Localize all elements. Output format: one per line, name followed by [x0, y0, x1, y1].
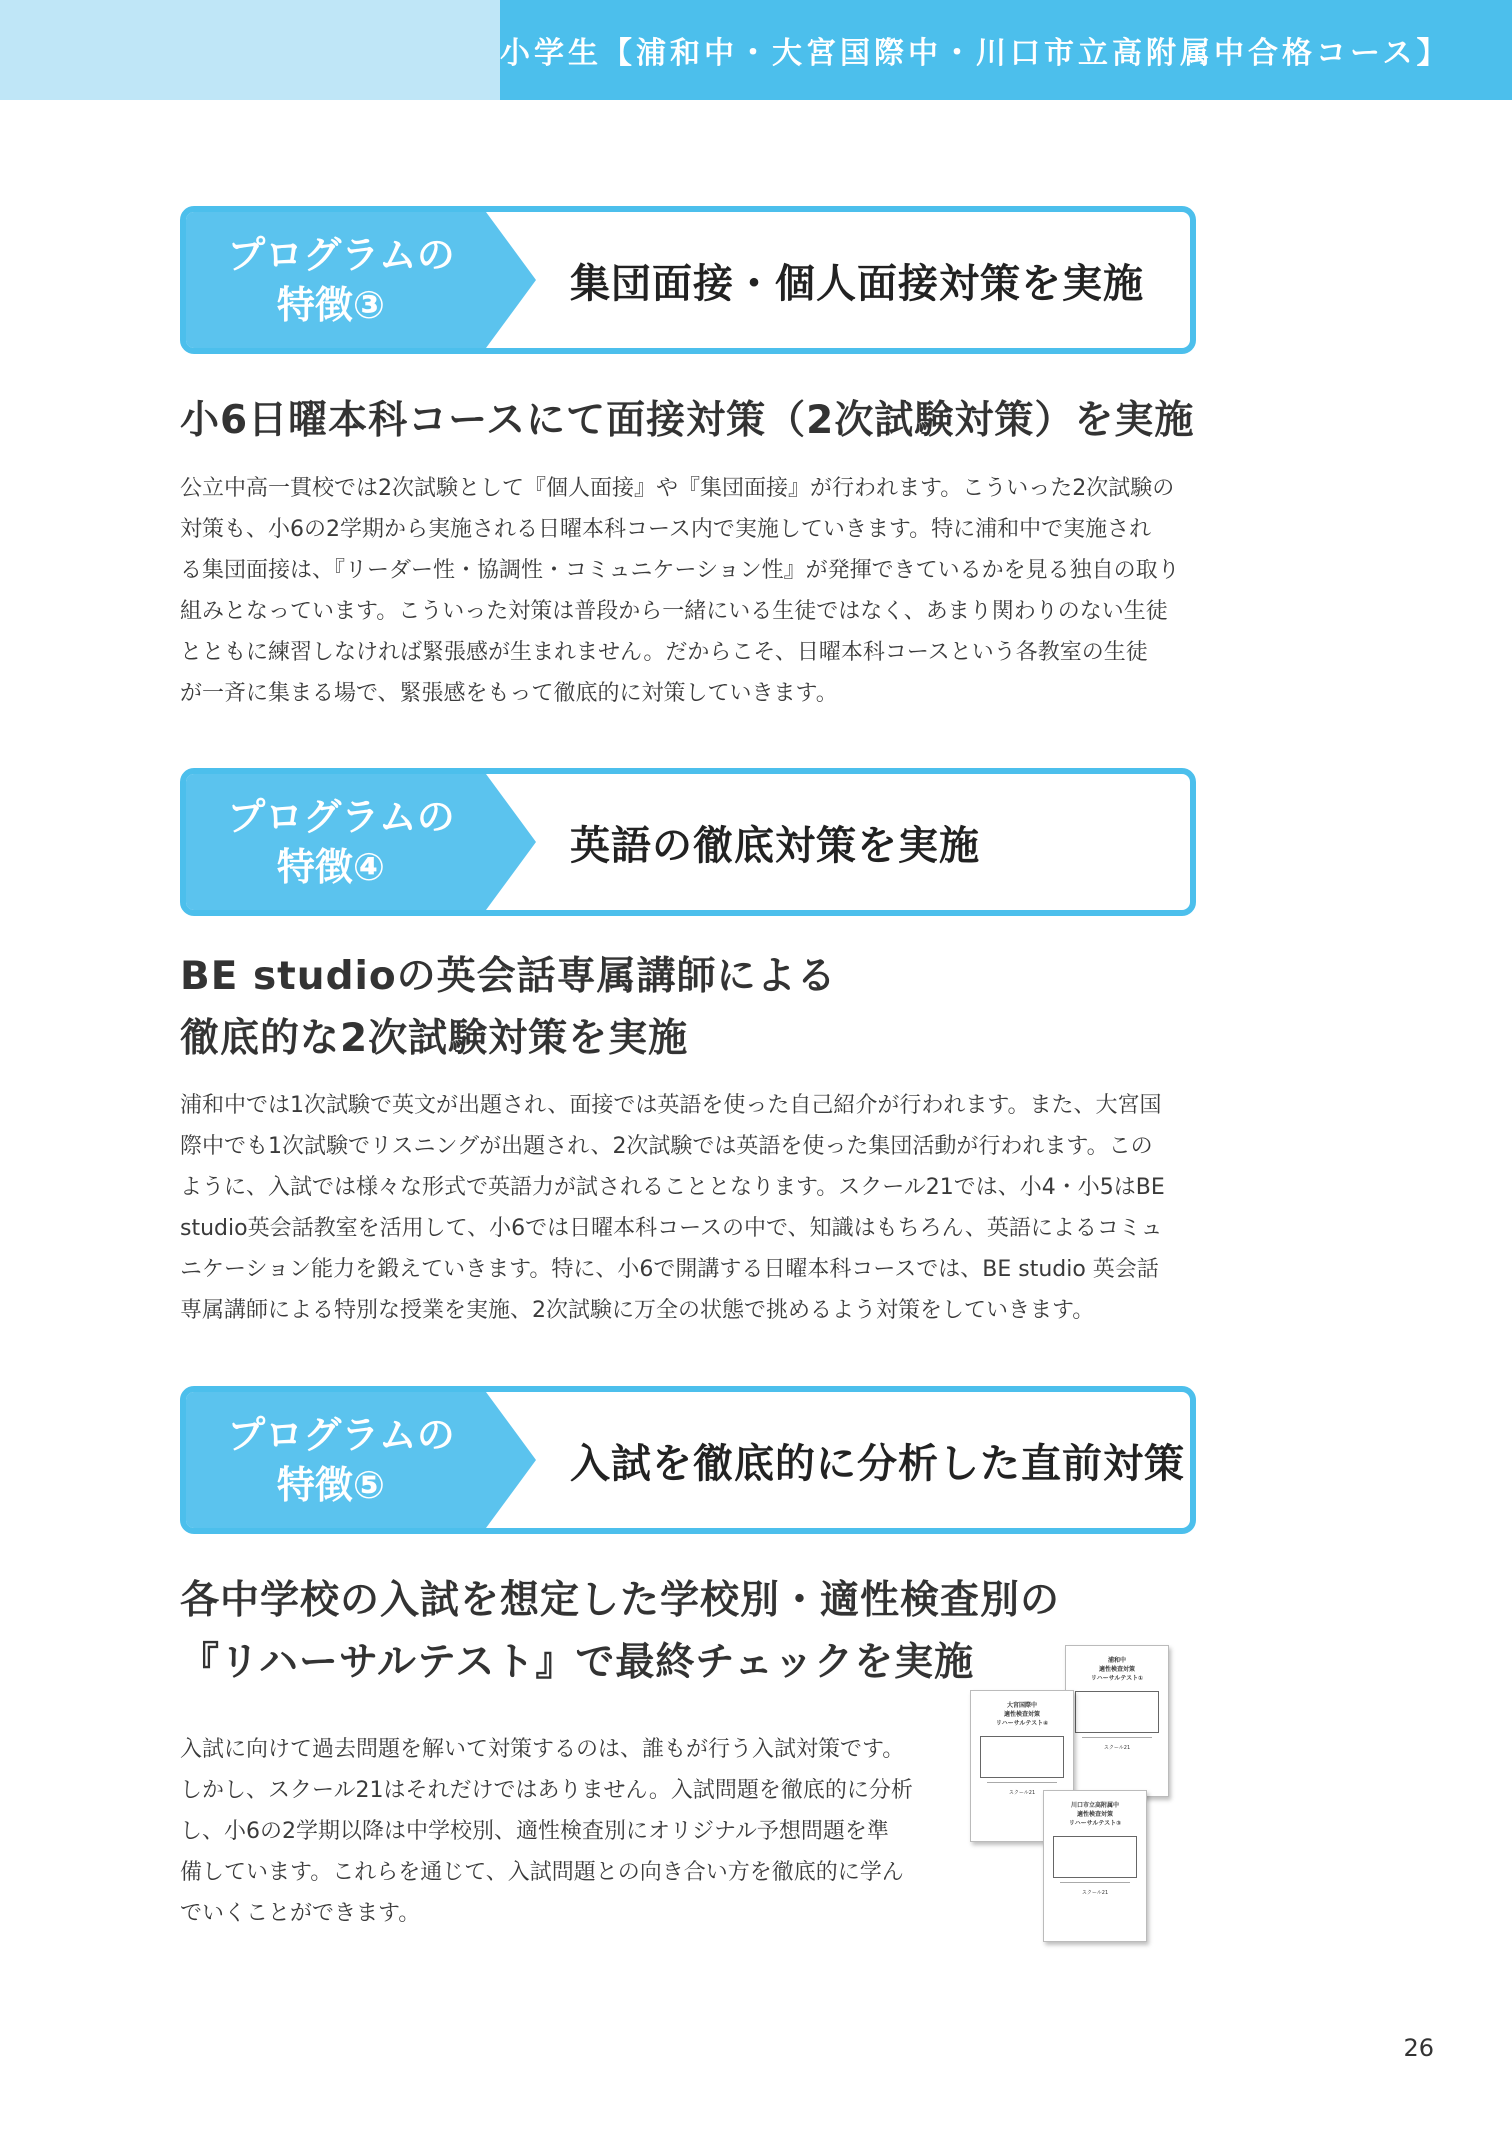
- sheet-line: 適性検査対策: [1098, 1666, 1135, 1673]
- heading-line2: 『リハーサルテスト』で最終チェックを実施: [180, 1640, 975, 1685]
- feature-tab-label: [186, 774, 496, 910]
- body-line: し、小6の2学期以降は中学校別、適性検査別にオリジナル予想問題を準: [180, 1819, 889, 1844]
- feature-tab-line1: プログラムの: [227, 1413, 455, 1457]
- body-line: が一斉に集まる場で、緊張感をもって徹底的に対策していきます。: [180, 681, 838, 706]
- section-title: 小学生【浦和中・大宮国際中・川口市立高附属中合格コース】: [500, 36, 1451, 71]
- sheet-school: スクール21: [1103, 1745, 1131, 1751]
- rehearsal-test-sheet: [1065, 1645, 1169, 1797]
- section3-body: [180, 468, 1200, 714]
- feature-tab-line2: 特徴⑤: [276, 1463, 386, 1507]
- sheet-rule: [1082, 1737, 1152, 1738]
- section5-heading: [180, 1570, 1060, 1694]
- body-line: でいくことができます。: [180, 1901, 421, 1926]
- body-line: ニケーション能力を鍛えていきます。特に、小6で開講する日曜本科コースでは、BE studio 英会話: [180, 1257, 1159, 1282]
- header-band-left: [0, 0, 500, 100]
- sheet-line: 適性検査対策: [1076, 1811, 1113, 1818]
- sheet-answer-box: [1075, 1691, 1159, 1733]
- body-line: studio英会話教室を活用して、小6では日曜本科コースの中で、知識はもちろん、英語によるコミュ: [180, 1216, 1163, 1241]
- sheet-answer-box: [980, 1736, 1064, 1778]
- page-number: 26: [1403, 2034, 1434, 2062]
- sheet-line: リハーサルテスト④: [995, 1720, 1049, 1727]
- feature-tab-line2: 特徴③: [276, 283, 386, 327]
- section4-body: [180, 1085, 1200, 1331]
- feature-tab-line2: 特徴④: [276, 845, 386, 889]
- body-line: 際中でも1次試験でリスニングが出題され、2次試験では英語を使った集団活動が行われます。この: [180, 1134, 1153, 1159]
- header-band: [500, 0, 1512, 100]
- sheet-line: リハーサルテスト③: [1068, 1820, 1122, 1827]
- heading-line1: 各中学校の入試を想定した学校別・適性検査別の: [180, 1578, 1061, 1623]
- feature-banner-5: [180, 1386, 1196, 1534]
- section5-body: [180, 1729, 940, 1934]
- body-line: る集団面接は、『リーダー性・協調性・コミュニケーション性』が発揮できているかを見る独自の取り: [180, 558, 1180, 583]
- sheet-answer-box: [1053, 1836, 1137, 1878]
- body-line: 備しています。これらを通じて、入試問題との向き合い方を徹底的に学ん: [180, 1860, 904, 1885]
- feature-banner-4: [180, 768, 1196, 916]
- body-line: 専属講師による特別な授業を実施、2次試験に万全の状態で挑めるよう対策をしていきます。: [180, 1298, 1095, 1323]
- body-line: しかし、スクール21はそれだけではありません。入試問題を徹底的に分析: [180, 1778, 913, 1803]
- sheet-line: 浦和中: [1107, 1657, 1126, 1664]
- feature-title: 入試を徹底的に分析した直前対策: [570, 1440, 1185, 1487]
- sheet-line: リハーサルテスト①: [1090, 1675, 1144, 1682]
- body-line: 対策も、小6の2学期から実施される日曜本科コース内で実施していきます。特に浦和中で実施され: [180, 517, 1152, 542]
- sheet-line: 大宮国際中: [1006, 1702, 1037, 1709]
- section3-heading: 小6日曜本科コースにて面接対策（2次試験対策）を実施: [180, 398, 1195, 443]
- feature-tab-label: [186, 212, 496, 348]
- feature-tab-label: [186, 1392, 496, 1528]
- sheet-rule: [1060, 1882, 1130, 1883]
- heading-line2: 徹底的な2次試験対策を実施: [180, 1016, 689, 1061]
- body-line: とともに練習しなければ緊張感が生まれません。だからこそ、日曜本科コースという各教室の生徒: [180, 640, 1148, 665]
- section4-heading: [180, 946, 837, 1070]
- feature-tab-line1: プログラムの: [227, 795, 455, 839]
- sheet-rule: [987, 1782, 1057, 1783]
- feature-banner-3: [180, 206, 1196, 354]
- sheet-line: 川口市立高附属中: [1070, 1802, 1119, 1809]
- rehearsal-test-sheet: [1043, 1790, 1147, 1942]
- body-line: 浦和中では1次試験で英文が出題され、面接では英語を使った自己紹介が行われます。また、大宮国: [180, 1093, 1162, 1118]
- feature-title: 集団面接・個人面接対策を実施: [570, 260, 1144, 307]
- body-line: 組みとなっています。こういった対策は普段から一緒にいる生徒ではなく、あまり関わりのない生徒: [180, 599, 1168, 624]
- heading-line1: BE studioの英会話専属講師による: [180, 954, 837, 999]
- feature-title: 英語の徹底対策を実施: [570, 822, 980, 869]
- body-line: 入試に向けて過去問題を解いて対策するのは、誰もが行う入試対策です。: [180, 1737, 905, 1762]
- sheet-school: スクール21: [1008, 1790, 1036, 1796]
- body-line: 公立中高一貫校では2次試験として『個人面接』や『集団面接』が行われます。こういった2次試験の: [180, 476, 1175, 501]
- feature-tab-line1: プログラムの: [227, 233, 455, 277]
- sheet-line: 適性検査対策: [1003, 1711, 1040, 1718]
- sheet-school: スクール21: [1081, 1890, 1109, 1896]
- body-line: ように、入試では様々な形式で英語力が試されることとなります。スクール21では、小4・小5はBE: [180, 1175, 1165, 1200]
